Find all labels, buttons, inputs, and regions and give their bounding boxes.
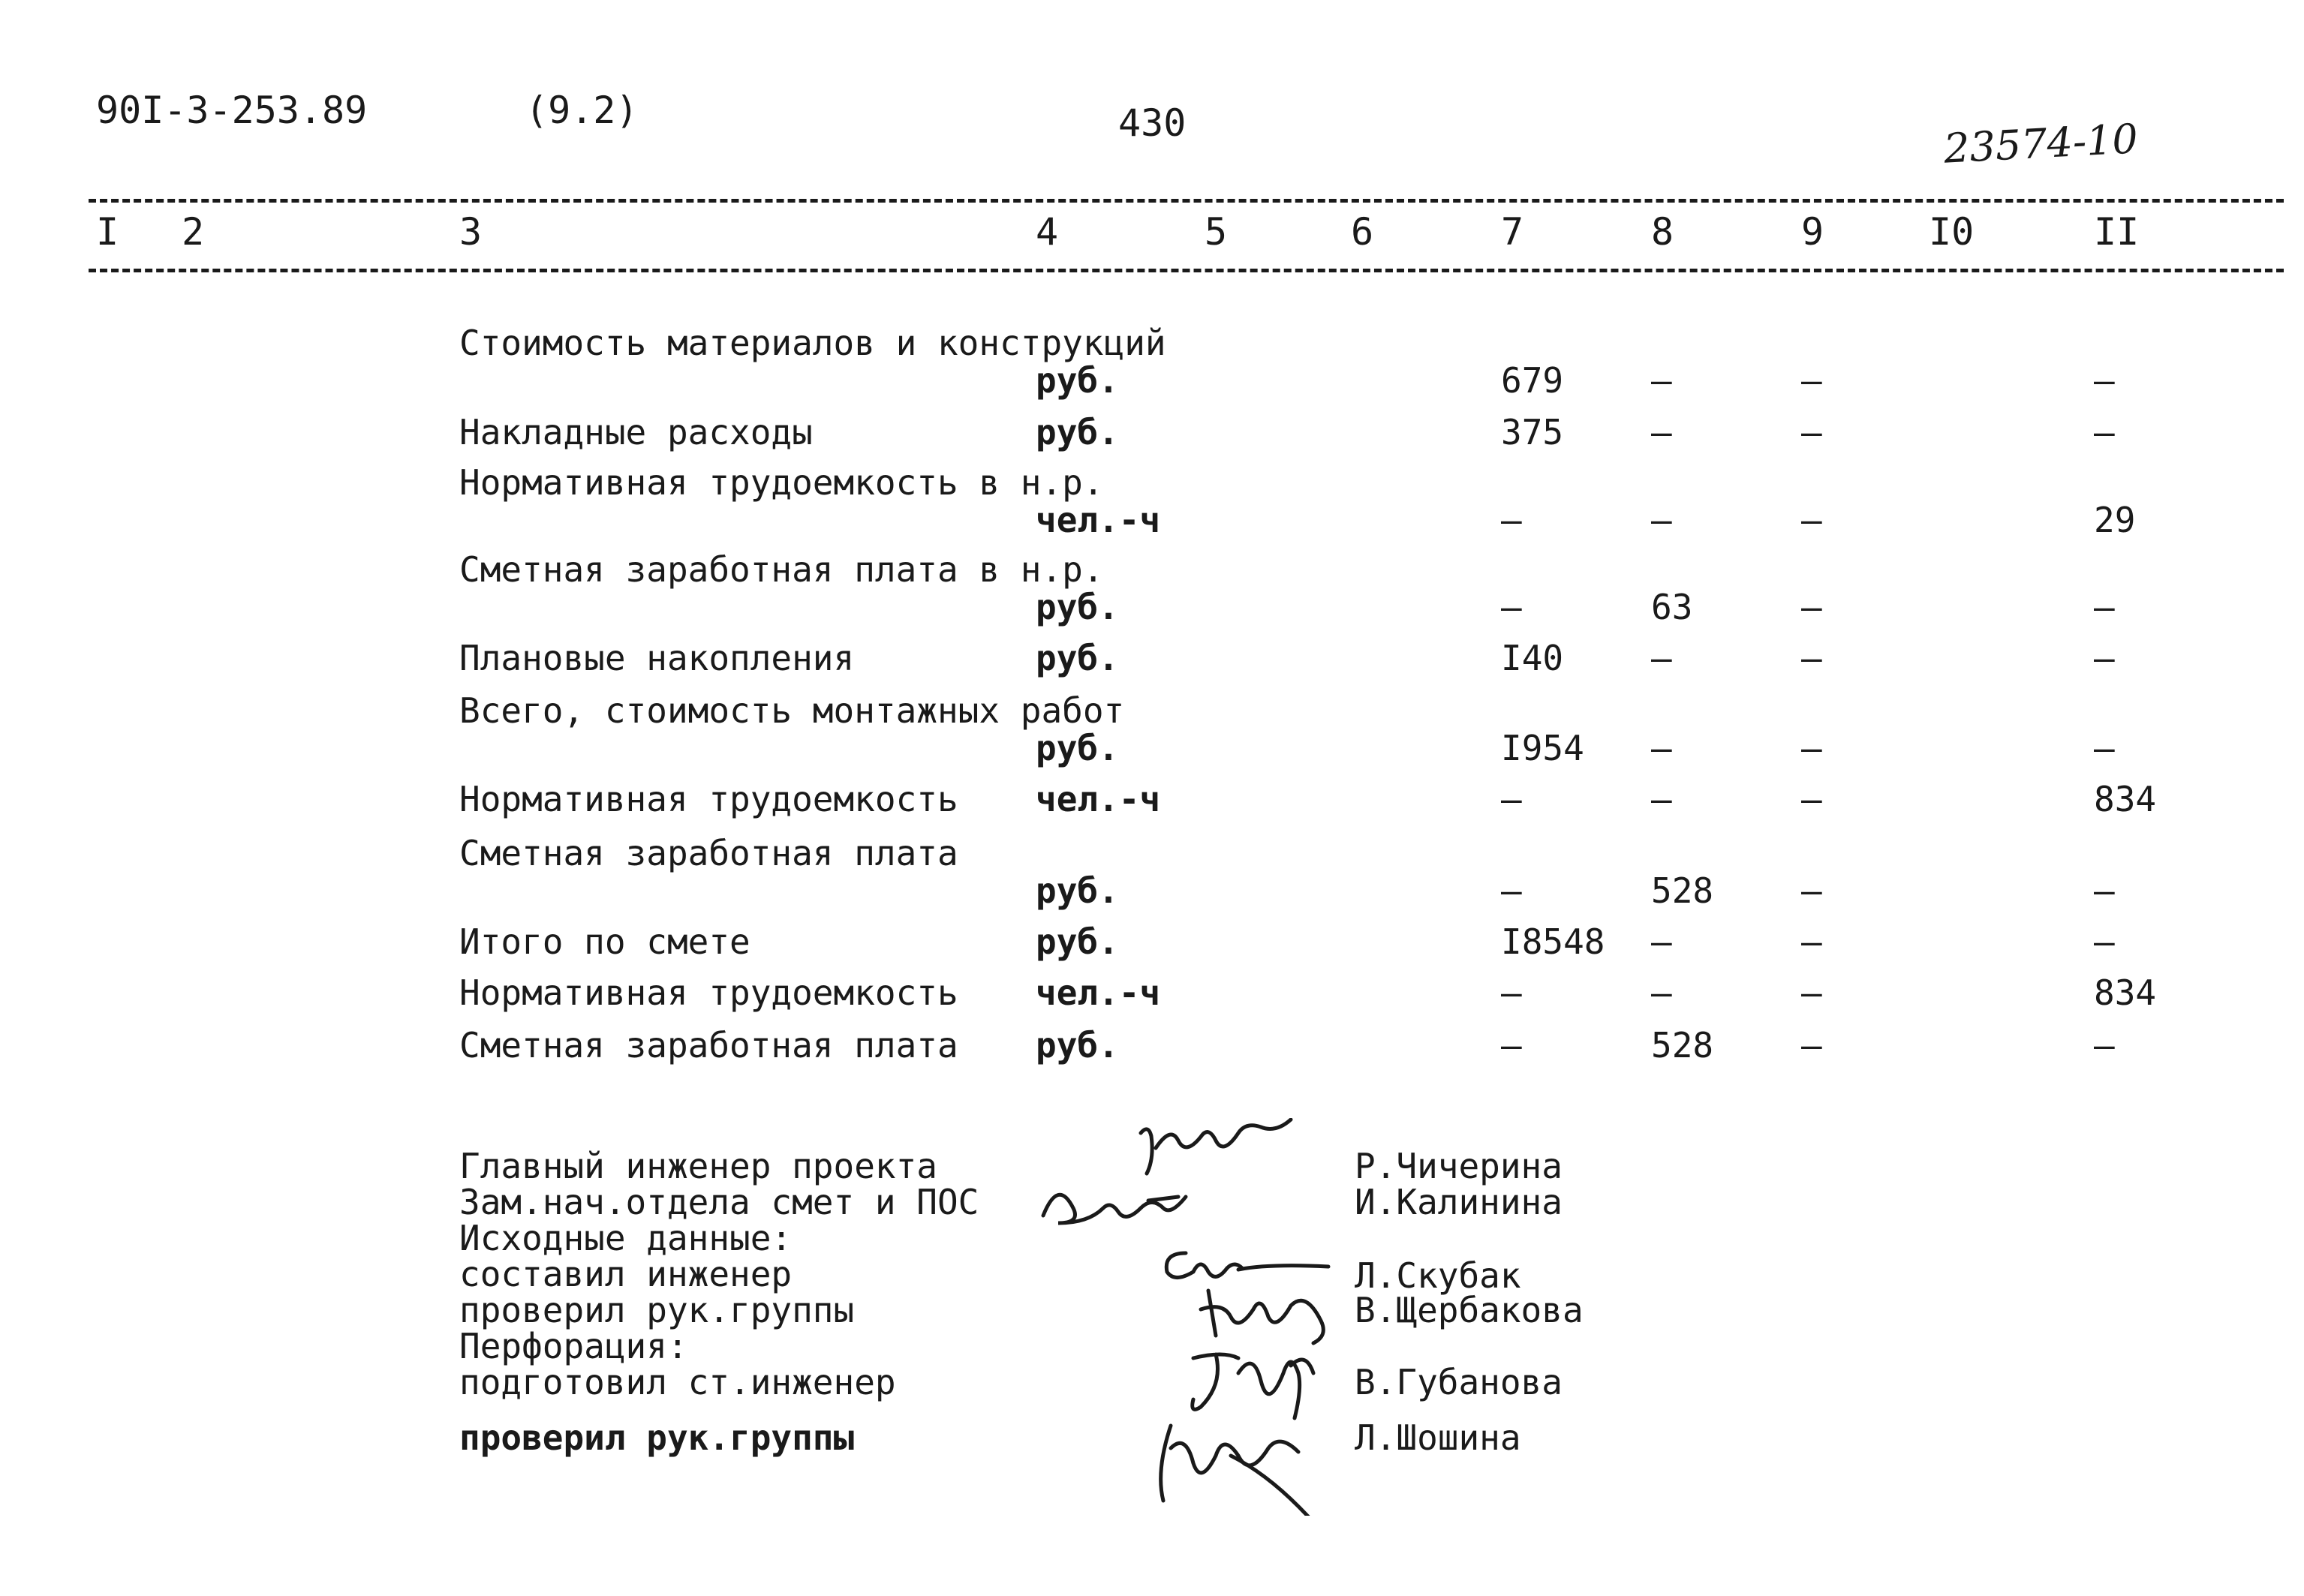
signature-chicherina [1111,1118,1306,1186]
row-unit: руб. [1036,412,1119,452]
row-unit: руб. [1036,360,1119,401]
row-value-col9: – [1801,921,1822,962]
section-number: (9.2) [525,89,639,132]
signature-shcherbakova [1186,1276,1351,1351]
row-name: Сметная заработная плата [459,833,958,873]
row-name: Накладные расходы [459,412,813,452]
row-value-col11: 29 [2094,500,2136,540]
header-rule-top [89,199,2284,203]
compiled-label: составил инженер [459,1254,793,1294]
row-value-col8: 63 [1651,587,1693,627]
chief-engineer-label: Главный инженер проекта [459,1146,937,1186]
row-value-col7: I954 [1501,728,1584,768]
row-name: Итого по смете [459,921,750,962]
row-value-col7: 679 [1501,360,1564,401]
column-number-8: 8 [1651,210,1674,254]
row-value-col11: – [2094,921,2115,962]
checked2-label: проверил рук.группы [459,1417,855,1458]
row-value-col8: – [1651,921,1672,962]
row-name: Нормативная трудоемкость [459,779,958,819]
row-unit: чел.-ч [1036,779,1161,819]
row-value-col9: – [1801,638,1822,678]
row-value-col11: – [2094,638,2115,678]
checked-label: проверил рук.группы [459,1290,855,1330]
row-unit: руб. [1036,921,1119,962]
perforation-label: Перфорация: [459,1326,688,1366]
column-number-7: 7 [1501,210,1524,254]
row-value-col8: – [1651,728,1672,768]
row-value-col9: – [1801,360,1822,401]
row-unit: руб. [1036,587,1119,627]
column-number-4: 4 [1036,210,1059,254]
prepared-label: подготовил ст.инженер [459,1362,896,1402]
row-value-col7: I8548 [1501,921,1605,962]
row-value-col8: – [1651,500,1672,540]
signature-kalinina [1036,1178,1231,1231]
row-value-col8: – [1651,412,1672,452]
row-value-col9: – [1801,972,1822,1013]
column-number-5: 5 [1205,210,1228,254]
name-shoshina: Л.Шошина [1355,1417,1521,1458]
row-value-col9: – [1801,779,1822,819]
row-name: Стоимость материалов и конструкций [459,323,1166,363]
row-value-col8: – [1651,360,1672,401]
document-number: 90I-3-253.89 [96,89,368,132]
row-value-col7: – [1501,587,1522,627]
row-value-col11: – [2094,870,2115,911]
column-number-10: I0 [1929,210,1975,254]
row-value-col8: – [1651,972,1672,1013]
column-number-9: 9 [1801,210,1824,254]
deputy-head-label: Зам.нач.отдела смет и ПОС [459,1182,979,1222]
row-value-col11: – [2094,587,2115,627]
row-value-col11: – [2094,1025,2115,1066]
row-value-col11: – [2094,412,2115,452]
header-rule-bottom [89,269,2284,272]
name-chicherina: Р.Чичерина [1355,1146,1563,1186]
row-value-col9: – [1801,412,1822,452]
row-value-col8: – [1651,779,1672,819]
row-unit: чел.-ч [1036,500,1161,540]
row-value-col8: – [1651,638,1672,678]
name-kalinina: И.Калинина [1355,1182,1563,1222]
source-data-label: Исходные данные: [459,1218,793,1258]
row-unit: руб. [1036,728,1119,768]
signature-shoshina [1126,1403,1351,1516]
row-unit: руб. [1036,638,1119,678]
handwritten-code: 23574-10 [1942,115,2140,173]
name-skubak: Л.Скубак [1355,1255,1521,1296]
row-value-col11: 834 [2094,779,2157,819]
row-value-col11: – [2094,728,2115,768]
row-value-col7: – [1501,972,1522,1013]
row-value-col11: 834 [2094,972,2157,1013]
row-name: Сметная заработная плата [459,1025,958,1066]
row-unit: чел.-ч [1036,972,1161,1013]
row-value-col9: – [1801,500,1822,540]
row-name: Сметная заработная плата в н.р. [459,549,1104,590]
column-number-1: I [96,210,119,254]
row-value-col7: – [1501,500,1522,540]
column-number-2: 2 [182,210,205,254]
row-value-col9: – [1801,728,1822,768]
column-number-11: II [2094,210,2140,254]
row-value-col8: 528 [1651,1025,1714,1066]
row-value-col9: – [1801,587,1822,627]
row-value-col7: 375 [1501,412,1564,452]
page-number: 430 [1118,101,1187,145]
row-value-col7: I40 [1501,638,1564,678]
row-value-col11: – [2094,360,2115,401]
row-name: Нормативная трудоемкость [459,972,958,1013]
row-value-col7: – [1501,1025,1522,1066]
column-number-3: 3 [459,210,483,254]
row-name: Нормативная трудоемкость в н.р. [459,462,1104,503]
name-gubanova: В.Губанова [1355,1362,1563,1402]
row-value-col9: – [1801,870,1822,911]
column-number-6: 6 [1351,210,1374,254]
name-shcherbakova: В.Щербакова [1355,1290,1584,1330]
row-unit: руб. [1036,870,1119,911]
row-value-col7: – [1501,870,1522,911]
row-value-col9: – [1801,1025,1822,1066]
row-value-col7: – [1501,779,1522,819]
row-name: Всего, стоимость монтажных работ [459,690,1125,731]
row-name: Плановые накопления [459,638,855,678]
row-unit: руб. [1036,1025,1119,1066]
row-value-col8: 528 [1651,870,1714,911]
